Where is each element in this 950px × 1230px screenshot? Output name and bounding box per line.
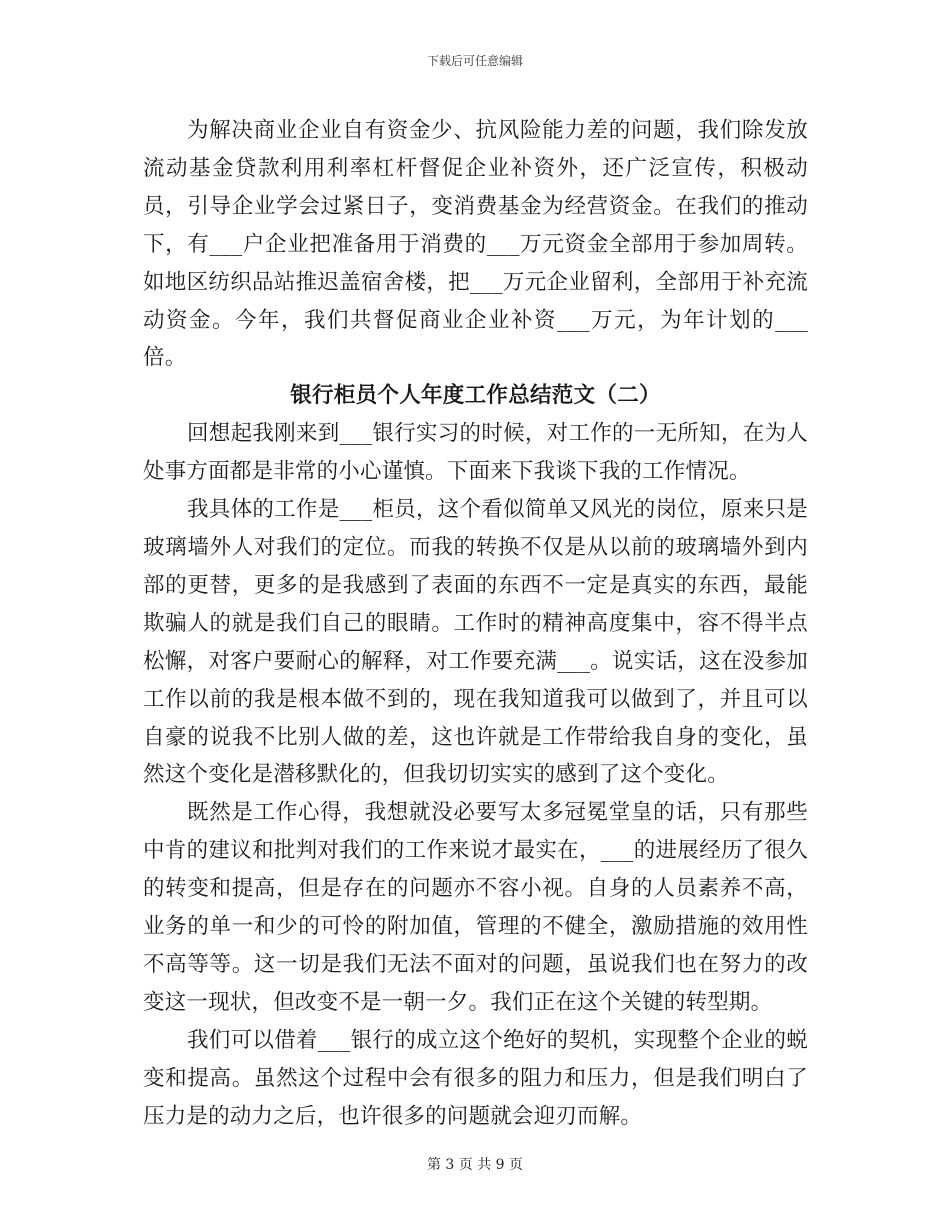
page-number: 第 3 页 共 9 页 <box>426 1157 524 1173</box>
paragraph-4: 我们可以借着___银行的成立这个绝好的契机，实现整个企业的蜕变和提高。虽然这个过程中会有很多的阻力和压力，但是我们明白了压力是的动力之后，也许很多的问题就会迎刃而解。 <box>143 1027 808 1129</box>
section-title: 银行柜员个人年度工作总结范文（二） <box>290 383 661 409</box>
paragraph-1: 回想起我刚来到___银行实习的时候，对工作的一无所知，在为人处事方面都是非常的小心谨慎。下面来下我谈下我的工作情况。 <box>143 421 808 485</box>
paragraph-2: 我具体的工作是___柜员，这个看似简单又风光的岗位，原来只是玻璃墙外人对我们的定位。而我的转换不仅是从以前的玻璃墙外到内部的更替，更多的是我感到了表面的东西不一定是真实的东西，最能欺骗人的就是我们自己的眼睛。工作时的精神高度集中，容不得半点松懈，对客户要耐心的解释，对工作要充满___。说实话，这在没参加工作以前的我是根本做不到的，现在我知道我可以做到了，并且可以自豪的说我不比别人做的差，这也许就是工作带给我自身的变化，虽然这个变化是潜移默化的，但我切切实实的感到了这个变化。 <box>143 497 808 788</box>
document-body <box>143 112 808 1135</box>
paragraph-intro: 为解决商业企业自有资金少、抗风险能力差的问题，我们除发放流动基金贷款利用利率杠杆督促企业补资外，还广泛宣传，积极动员，引导企业学会过紧日子，变消费基金为经营资金。在我们的推动下，有___户企业把准备用于消费的___万元资金全部用于参加周转。如地区纺织品站推迟盖宿舍楼，把___万元企业留利，全部用于补充流动资金。今年，我们共督促商业企业补资___万元，为年计划的___倍。 <box>143 118 808 371</box>
paragraph-3: 既然是工作心得，我想就没必要写太多冠冕堂皇的话，只有那些中肯的建议和批判对我们的工作来说才最实在，___的进展经历了很久的转变和提高，但是存在的问题亦不容小视。自身的人员素养不高，业务的单一和少的可怜的附加值，管理的不健全，激励措施的效用性不高等等。这一切是我们无法不面对的问题，虽说我们也在努力的改变这一现状，但改变不是一朝一夕。我们正在这个关键的转型期。 <box>143 800 808 1015</box>
page-header-note: 下载后可任意编辑 <box>426 54 523 68</box>
